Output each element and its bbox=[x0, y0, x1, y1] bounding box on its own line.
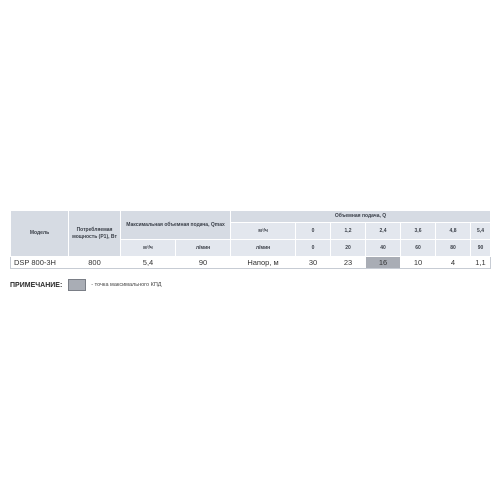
flow-unit-m3h: м³/ч bbox=[231, 223, 296, 240]
head-value-5: 1,1 bbox=[471, 257, 491, 269]
flow-unit-lmin: л/мин bbox=[231, 240, 296, 257]
model-header: Модель bbox=[11, 211, 69, 257]
qmax-m3h-cell: 5,4 bbox=[121, 257, 176, 269]
head-label-cell: Напор, м bbox=[231, 257, 296, 269]
flow-m3h-1: 1,2 bbox=[331, 223, 366, 240]
flow-lmin-3: 60 bbox=[401, 240, 436, 257]
flow-lmin-0: 0 bbox=[296, 240, 331, 257]
note-label: ПРИМЕЧАНИЕ: bbox=[10, 281, 63, 289]
pump-spec-table bbox=[10, 210, 491, 269]
head-value-4: 4 bbox=[436, 257, 471, 269]
power-cell: 800 bbox=[69, 257, 121, 269]
note bbox=[10, 279, 162, 291]
head-value-3: 10 bbox=[401, 257, 436, 269]
head-value-2-highlight: 16 bbox=[366, 257, 401, 269]
flow-m3h-3: 3,6 bbox=[401, 223, 436, 240]
qmax-header: Максимальная объемная подача, Qmax bbox=[121, 211, 231, 240]
flow-header: Объемная подача, Q bbox=[231, 211, 491, 223]
flow-lmin-5: 90 bbox=[471, 240, 491, 257]
flow-m3h-0: 0 bbox=[296, 223, 331, 240]
highlight-swatch bbox=[68, 279, 86, 291]
model-cell: DSP 800-3H bbox=[11, 257, 69, 269]
flow-m3h-4: 4,8 bbox=[436, 223, 471, 240]
flow-lmin-1: 20 bbox=[331, 240, 366, 257]
table-row bbox=[11, 257, 491, 269]
head-value-1: 23 bbox=[331, 257, 366, 269]
flow-m3h-2: 2,4 bbox=[366, 223, 401, 240]
flow-lmin-2: 40 bbox=[366, 240, 401, 257]
qmax-lmin-cell: 90 bbox=[176, 257, 231, 269]
power-header: Потребляемая мощность (P1), Вт bbox=[69, 211, 121, 257]
qmax-unit-lmin: л/мин bbox=[176, 240, 231, 257]
flow-m3h-5: 5,4 bbox=[471, 223, 491, 240]
head-value-0: 30 bbox=[296, 257, 331, 269]
note-text: - точка максимального КПД bbox=[91, 282, 162, 288]
qmax-unit-m3h: м³/ч bbox=[121, 240, 176, 257]
flow-lmin-4: 80 bbox=[436, 240, 471, 257]
